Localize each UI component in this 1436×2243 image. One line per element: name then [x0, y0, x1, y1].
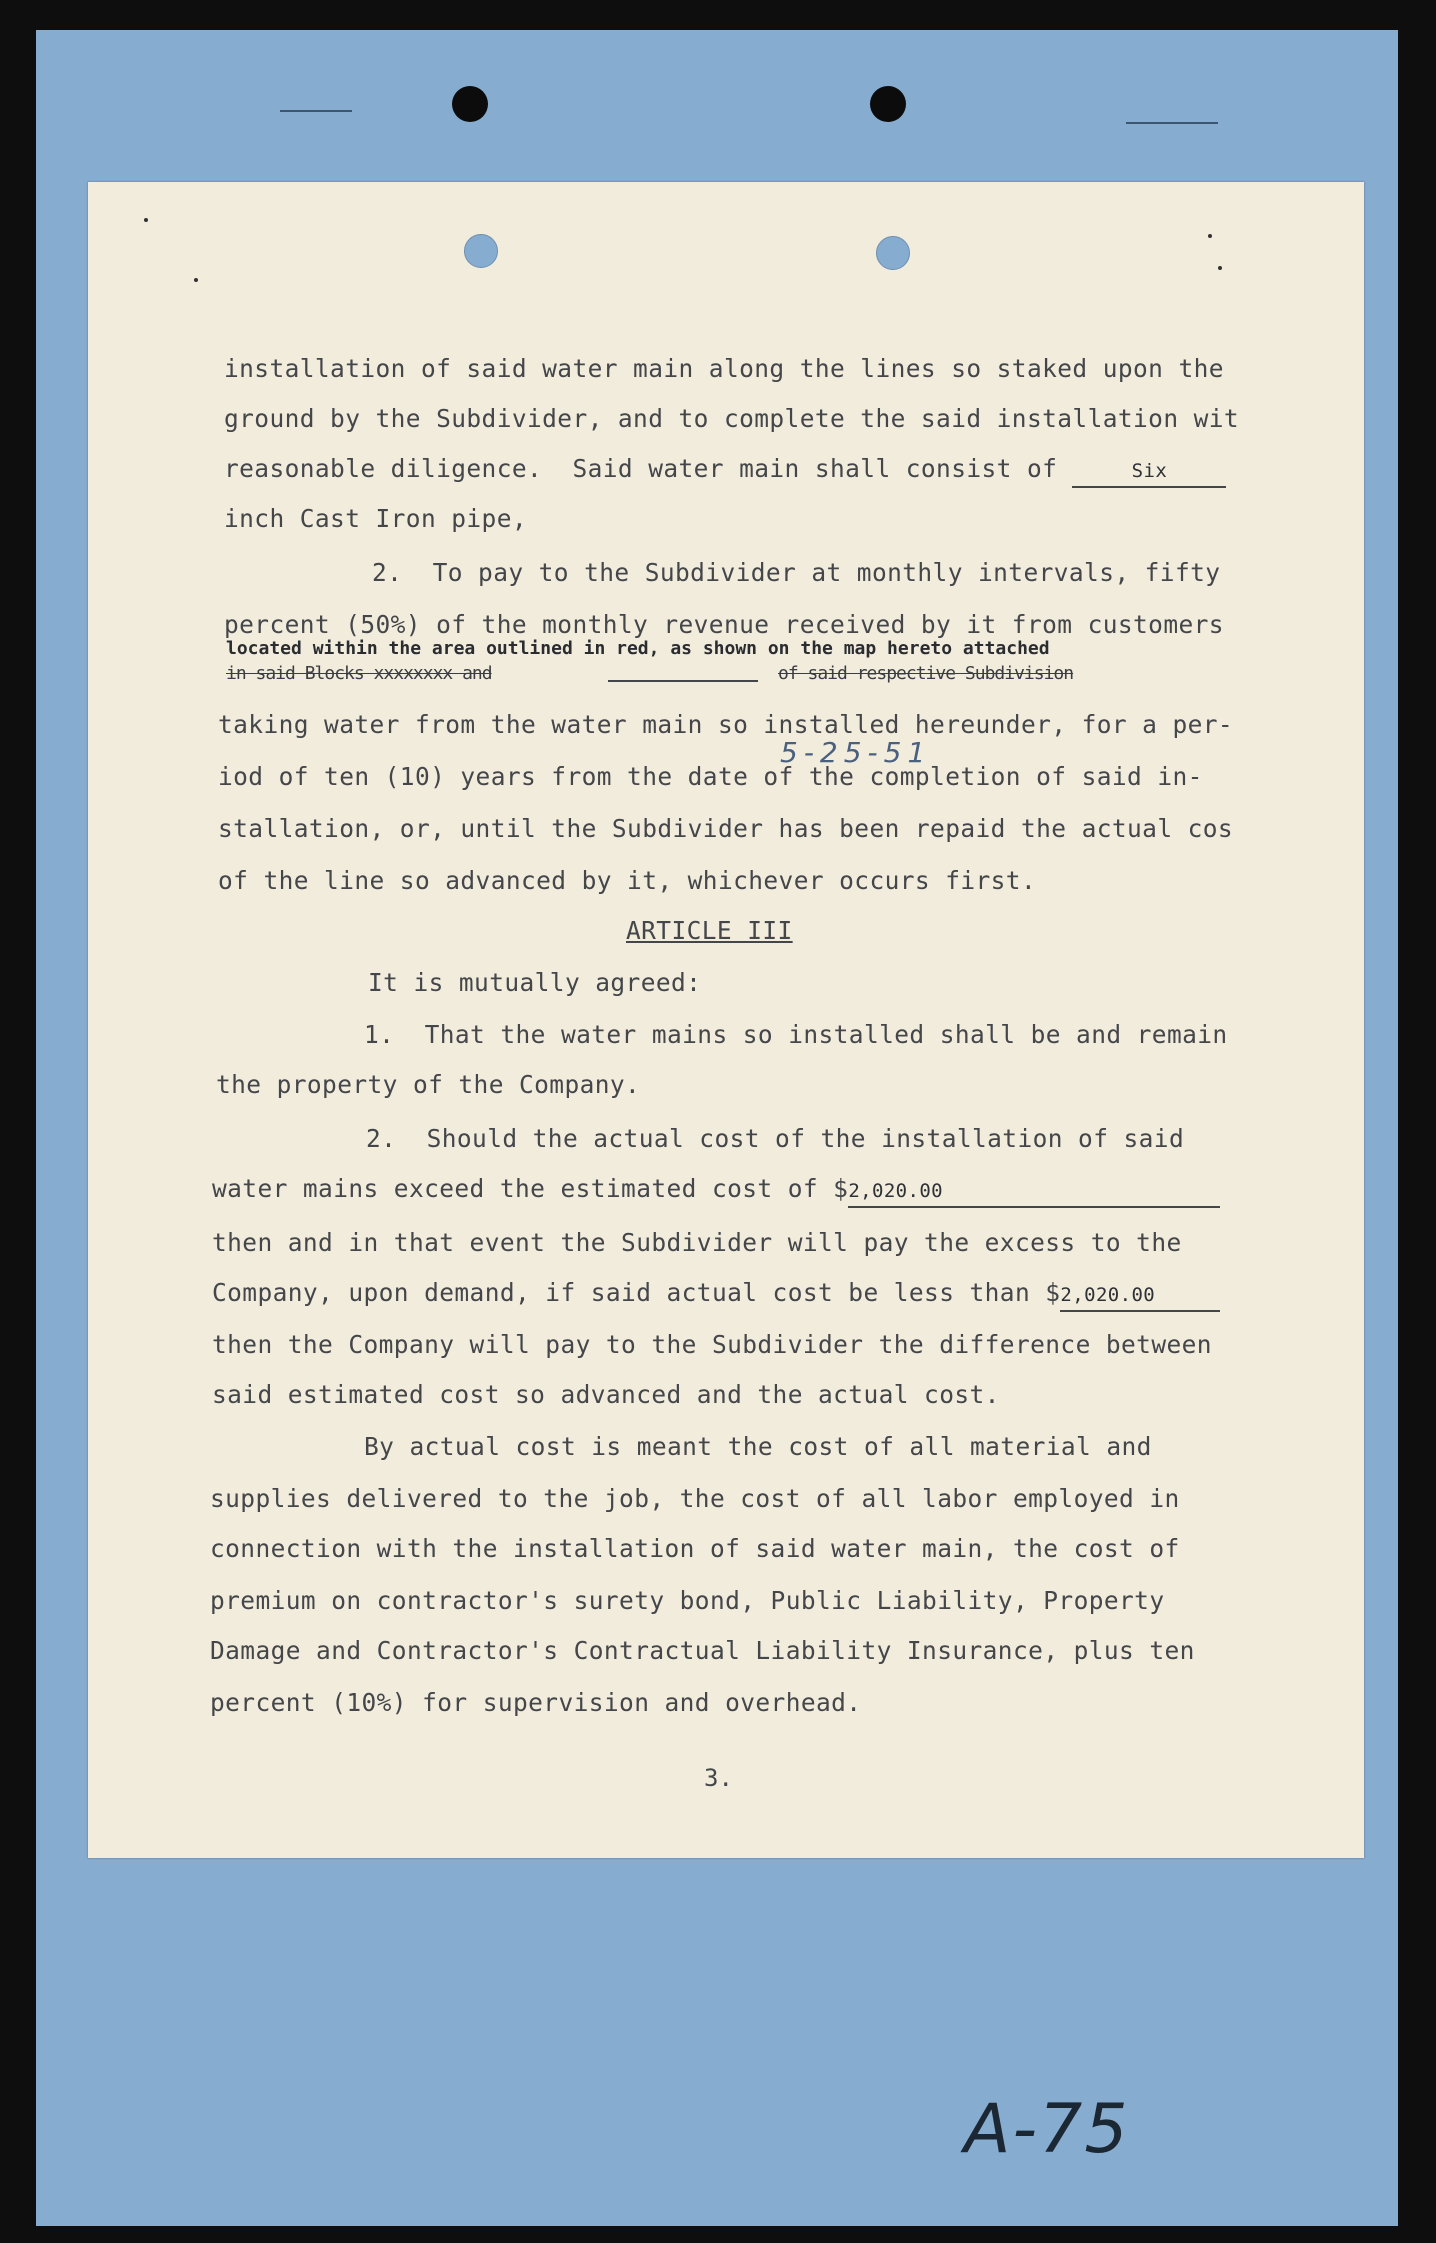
handwritten-date: 5-25-51: [780, 736, 932, 769]
text-line: installation of said water main along the lines so staked upon the: [224, 354, 1224, 383]
binder-hole-left: [452, 86, 488, 122]
text-line: the property of the Company.: [216, 1070, 641, 1099]
article-heading: ARTICLE III: [626, 916, 793, 945]
text-span: reasonable diligence. Said water main shall consist of: [224, 454, 1058, 483]
text-line: connection with the installation of said water main, the cost of: [210, 1534, 1180, 1563]
less-cost-blank: [1060, 1278, 1220, 1312]
text-line: [212, 1278, 1220, 1312]
text-line: premium on contractor's surety bond, Public Liability, Property: [210, 1586, 1165, 1615]
page-number: 3.: [704, 1764, 733, 1792]
text-line: of the line so advanced by it, whichever occurs first.: [218, 866, 1037, 895]
text-line: then the Company will pay to the Subdivider the difference between: [212, 1330, 1212, 1359]
struck-out-text: of said respective Subdivision: [778, 663, 1074, 684]
text-line: supplies delivered to the job, the cost of all labor employed in: [210, 1484, 1180, 1513]
estimated-cost-value: 2,020.00: [848, 1180, 944, 1202]
less-cost-value: 2,020.00: [1060, 1284, 1156, 1306]
folder-annotation: A-75: [964, 2090, 1130, 2169]
text-line: percent (10%) for supervision and overhead.: [210, 1688, 862, 1717]
page-hole-left: [464, 234, 498, 268]
text-line: [224, 454, 1226, 488]
typed-page: [88, 182, 1364, 1858]
estimated-cost-blank: [848, 1174, 1220, 1208]
text-line: 2. Should the actual cost of the installation of said: [366, 1124, 1185, 1153]
binder-hole-right: [870, 86, 906, 122]
text-line: Damage and Contractor's Contractual Liability Insurance, plus ten: [210, 1636, 1195, 1665]
speck: [1208, 234, 1212, 238]
struck-out-text: in said Blocks xxxxxxxx and: [226, 663, 492, 684]
page-hole-right: [876, 236, 910, 270]
text-line: ground by the Subdivider, and to complete the said installation wit: [224, 404, 1240, 433]
text-line: It is mutually agreed:: [368, 968, 702, 997]
text-line: 1. That the water mains so installed shall be and remain: [364, 1020, 1228, 1049]
text-line: 2. To pay to the Subdivider at monthly intervals, fifty: [372, 558, 1221, 587]
text-span: Company, upon demand, if said actual cost be less than $: [212, 1278, 1061, 1307]
text-line: [212, 1174, 1220, 1208]
speck: [144, 218, 148, 222]
pipe-size-value: Six: [1131, 460, 1168, 482]
inserted-typed-text: located within the area outlined in red, as shown on the map hereto attached: [226, 638, 1050, 659]
text-line: inch Cast Iron pipe,: [224, 504, 528, 533]
pipe-size-blank: [1072, 454, 1226, 488]
struck-blank: [608, 680, 758, 682]
folder-mark: [280, 110, 352, 112]
text-line: By actual cost is meant the cost of all material and: [364, 1432, 1152, 1461]
text-line: percent (50%) of the monthly revenue received by it from customers: [224, 610, 1224, 639]
text-line: said estimated cost so advanced and the actual cost.: [212, 1380, 1000, 1409]
folder-mark: [1126, 122, 1218, 124]
text-line: taking water from the water main so installed hereunder, for a per-: [218, 710, 1234, 739]
text-line: then and in that event the Subdivider will pay the excess to the: [212, 1228, 1182, 1257]
speck: [1218, 266, 1222, 270]
text-line: iod of ten (10) years from the date of the completion of said in-: [218, 762, 1203, 791]
text-span: water mains exceed the estimated cost of $: [212, 1174, 849, 1203]
text-line: stallation, or, until the Subdivider has been repaid the actual cos: [218, 814, 1234, 843]
speck: [194, 278, 198, 282]
